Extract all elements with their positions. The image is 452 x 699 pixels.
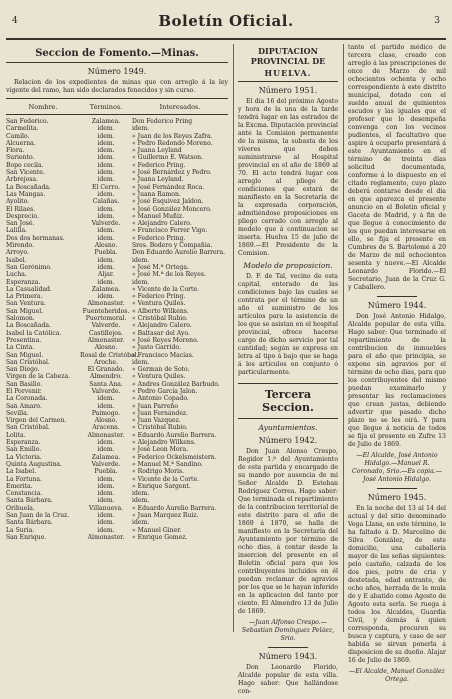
mine-term: idem. xyxy=(97,293,115,301)
mine-name: Presentina. xyxy=(6,336,42,344)
mine-term: Valverde. xyxy=(91,387,121,395)
newspaper-page xyxy=(6,6,446,695)
mine-name: Las Mangas. xyxy=(6,190,46,198)
table-row xyxy=(6,381,228,388)
table-row xyxy=(6,206,228,213)
table-row xyxy=(6,264,228,271)
mine-name: Virgen del Carmen. xyxy=(6,417,67,425)
notice-number: Número 1951. xyxy=(258,86,318,95)
mine-name: San Miguel. xyxy=(6,307,44,315)
mine-term: idem. xyxy=(97,395,115,403)
table-row xyxy=(6,162,228,169)
mine-term: Puebla. xyxy=(94,249,118,257)
table-row xyxy=(6,286,228,293)
table-row xyxy=(6,373,228,380)
mine-interested: « Juana Leyland. xyxy=(132,176,184,184)
mine-interested: « José González Moncero. xyxy=(132,205,212,213)
mine-interested: « Pedro Redondo Moreno. xyxy=(132,139,213,147)
model-title: Modelo de proposicion. xyxy=(243,261,333,270)
table-row xyxy=(6,147,228,154)
mine-term: Almonaster. xyxy=(87,300,125,308)
mine-interested: « Federico Pring. xyxy=(132,234,186,242)
mine-interested: Don Federico Pring xyxy=(132,118,193,125)
section-title: Tercera Seccion. xyxy=(238,383,338,419)
mine-term: idem. xyxy=(97,176,115,184)
table-row xyxy=(6,461,228,468)
table-row xyxy=(6,476,228,483)
mine-interested: « Federico Pring. xyxy=(132,293,186,301)
mine-name: La Suria. xyxy=(6,526,35,534)
mine-term: Zalamea. xyxy=(91,118,121,125)
mine-term: idem. xyxy=(97,512,115,520)
mine-interested: idem. xyxy=(132,519,150,527)
table-row xyxy=(6,257,228,264)
mine-table xyxy=(6,118,228,541)
mine-interested: idem. xyxy=(132,278,150,286)
mine-term: Almonaster. xyxy=(87,336,125,344)
mine-interested: « José M.ª Ortega. xyxy=(132,263,189,271)
mine-interested: idem. xyxy=(132,125,150,133)
table-row xyxy=(6,220,228,227)
mine-interested: idem. xyxy=(132,256,150,264)
mine-interested: « Juan de los Reyes Zafra. xyxy=(132,132,213,140)
mine-term: idem. xyxy=(97,227,115,235)
mine-term: Aroche. xyxy=(94,358,118,366)
table-row xyxy=(6,410,228,417)
header-terms: Términos. xyxy=(89,103,123,111)
mine-name: Salomon. xyxy=(6,315,35,323)
mine-name: La Boscañada. xyxy=(6,322,51,330)
mine-name: Isabel. xyxy=(6,256,27,264)
divider xyxy=(6,114,228,115)
mine-name: San Basilio. xyxy=(6,380,43,388)
table-row xyxy=(6,344,228,351)
divider xyxy=(377,296,417,297)
mine-term: Aracena. xyxy=(92,424,120,432)
mine-term: Zalamea. xyxy=(91,285,121,293)
table-row xyxy=(6,352,228,359)
mine-term: idem. xyxy=(97,154,115,162)
mine-interested: « José Bernárdez y Pedro. xyxy=(132,169,212,177)
table-row xyxy=(6,300,228,307)
mine-term: Alosno. xyxy=(94,242,118,250)
notice-signature: —El Alcalde, Manuel González Ortega. xyxy=(349,668,445,683)
mine-name: San Enrique. xyxy=(6,533,47,541)
column-ayuntamientos xyxy=(348,44,446,687)
table-row xyxy=(6,454,228,461)
section-title: Seccion de Fomento.—Minas. xyxy=(35,48,199,59)
mine-term: Puertomoral. xyxy=(85,315,127,323)
mine-term: idem. xyxy=(97,234,115,242)
table-row xyxy=(6,154,228,161)
mine-interested: « Juan Parreño xyxy=(132,402,179,410)
mine-interested: idem. xyxy=(132,497,150,505)
mine-term: idem. xyxy=(97,147,115,155)
table-row xyxy=(6,424,228,431)
column-divider xyxy=(233,44,234,632)
mine-term: Valverde. xyxy=(91,322,121,330)
subsection-title: Ayuntamientos. xyxy=(258,423,318,432)
mine-interested: idem. xyxy=(132,358,150,366)
mine-name: La Isabel. xyxy=(6,468,37,476)
mine-interested: « Enrique Sargent. xyxy=(132,482,191,490)
mine-name: Esperanza. xyxy=(6,439,41,447)
mine-term: Valverde. xyxy=(91,220,121,228)
notice-signature: —Juan Alfonso Crespo.—Sebastian Domínguez Peláez, Srio. xyxy=(241,619,335,642)
column-diputacion xyxy=(238,44,338,699)
mine-term: idem. xyxy=(97,190,115,198)
mine-name: Arbrejosa. xyxy=(6,176,38,184)
table-row xyxy=(6,125,228,132)
mine-interested: « Cristóbal Rubio. xyxy=(132,315,188,323)
mine-interested: « Alejandro Wilkens. xyxy=(132,439,196,447)
mine-name: San Federico. xyxy=(6,118,49,125)
mine-interested: « German de Soto. xyxy=(132,366,190,374)
mine-name: Suriento. xyxy=(6,154,35,162)
notice-body: En la noche del 13 al 14 del actual y del sitio denominado Vega Llana, en este término, le ha faltado á D. Marcelino de Silva González, de este domicilio, una caballería mayor de las señas siguientes: pelo castaño, calzada de los dos pies, potro de cria y destetada, edad entrante, de ocho años, herrada de la mula de y E abatido como Agosto de Agosto esta serla. Se ruega á todos los Alcaldes, Guardia Civil, y demás á quien corresponda, procuren su busca y captura, y caso de ser habida se sirvan ponerla á disposicion de su dueño. Alajar 16 de Julio de 1869. xyxy=(348,505,446,664)
mine-name: San Cristóbal. xyxy=(6,358,50,366)
mine-name: San José. xyxy=(6,220,35,228)
mine-term: Aljar. xyxy=(97,271,115,279)
table-row xyxy=(6,337,228,344)
table-row xyxy=(6,395,228,402)
table-row xyxy=(6,519,228,526)
mine-name: La Primera. xyxy=(6,293,43,301)
mine-name: La Coronada. xyxy=(6,395,48,403)
mine-interested: « José Reyes Moreno. xyxy=(132,336,199,344)
mine-name: San Diego. xyxy=(6,366,40,374)
mine-name: Carmelita. xyxy=(6,125,39,133)
mine-term: Fuenteheridos. xyxy=(82,307,130,315)
mine-term: Santa Ana. xyxy=(89,380,123,388)
mine-term: El Cerro. xyxy=(92,183,120,191)
mine-name: Orihuela. xyxy=(6,504,35,512)
mine-name: Alcuerna. xyxy=(6,139,36,147)
mine-term: Rosal de Cristóbal. xyxy=(80,351,139,359)
mine-interested: « Cristóbal Rubio. xyxy=(132,424,188,432)
divider xyxy=(268,647,308,648)
mine-term: idem. xyxy=(97,263,115,271)
mine-interested: « José Fernández Roca. xyxy=(132,183,205,191)
notice-intro: Relacion de los expedientes de minas que con arreglo á la ley vigente del ramo, han sido declarados fenecidos y sin curso. xyxy=(6,79,228,94)
mine-term: Alosno. xyxy=(94,417,118,425)
mine-term: idem. xyxy=(97,161,115,169)
mine-interested: « Ventura Quiles. xyxy=(132,300,186,308)
mine-interested: « Francisco Macías. xyxy=(132,351,194,359)
masthead xyxy=(6,6,446,40)
notice-number: Número 1943. xyxy=(258,652,318,661)
mine-name: La Cinta. xyxy=(6,344,35,352)
mine-interested: Don Eduardo Aurelio Barrera. xyxy=(132,249,226,257)
table-row xyxy=(6,403,228,410)
mine-term: idem. xyxy=(97,139,115,147)
mine-interested: « Alberto Wilkens. xyxy=(132,307,189,315)
mine-interested: « Manuel Muñiz. xyxy=(132,212,185,220)
table-row xyxy=(6,330,228,337)
divider xyxy=(238,81,338,82)
divider xyxy=(377,488,417,489)
table-row xyxy=(6,534,228,541)
diputacion-place: HUELVA. xyxy=(264,68,312,78)
mine-interested: « Manuel M.ª Sandino. xyxy=(132,460,203,468)
table-row xyxy=(6,118,228,125)
mine-term: Villanueva. xyxy=(88,504,124,512)
notice-number: Número 1942. xyxy=(258,436,318,445)
mine-interested: « Justo Garrido. xyxy=(132,344,181,352)
mine-interested: « Enrique Gomez. xyxy=(132,533,188,541)
mine-name: Lalilla. xyxy=(6,227,28,235)
notice-body: Don Juan Alonso Crespo, Regidor 1.º del Ayuntamiento de esta partida y encargado de su mando por ausencia de mi Señor Alcalde D. Esteban Rodríguez Correa. Hago saber: Que terminada el repartimiento de la contribucion territorial de este distrito para el año de 1869 á 1870, se halla de manifiesto en la Secretaría del Ayuntamiento por término de ocho dias, á contar desde la insercion del presente en el Boletin oficial para que los contribuyentes incluidos en él puedan reclamar de agravios por los que se le hayan inferido en la aplicacion del tanto por ciento. El Almendro 13 de Julio de 1869. xyxy=(238,448,338,615)
notice-signature: —El Alcalde, José Antonio Hidalgo.—Manuel R. Coronado, Srio.—Es copia.—José Antonio Hidalgo. xyxy=(351,452,442,483)
table-row xyxy=(6,271,228,278)
table-row xyxy=(6,315,228,322)
mine-interested: « Manuel Giner. xyxy=(132,526,182,534)
mine-name: Emerita. xyxy=(6,482,33,490)
table-row xyxy=(6,497,228,504)
mine-name: La Fortuna. xyxy=(6,475,42,483)
table-row xyxy=(6,512,228,519)
mine-name: San Amaro. xyxy=(6,402,42,410)
table-row xyxy=(6,308,228,315)
table-row xyxy=(6,242,228,249)
mine-name: Lucha. xyxy=(6,271,27,279)
divider xyxy=(6,98,228,99)
mine-name: La Casualidad. xyxy=(6,285,52,293)
mine-term: El Granado. xyxy=(87,366,125,374)
table-row xyxy=(6,483,228,490)
mine-name: San Miguel. xyxy=(6,351,44,359)
mine-term: Alosno. xyxy=(94,344,118,352)
table-row xyxy=(6,133,228,140)
mine-interested: « Pedro García Jalon. xyxy=(132,387,198,395)
table-row xyxy=(6,322,228,329)
mine-term: Castillejos. xyxy=(89,329,123,337)
mine-interested: « Vicente de la Corte. xyxy=(132,475,200,483)
notice-number: Número 1945. xyxy=(367,493,427,502)
table-row xyxy=(6,359,228,366)
mine-interested: « Federico Pring. xyxy=(132,161,186,169)
mine-interested: « Guillermo E. Watson. xyxy=(132,154,204,162)
mine-term: idem. xyxy=(97,278,115,286)
mine-name: Quinta Augustina. xyxy=(6,460,62,468)
mine-name: Arroyo. xyxy=(6,249,29,257)
table-row xyxy=(6,140,228,147)
mine-interested: « Juan Marquez Ruiz. xyxy=(132,512,199,520)
mine-interested: « Juana Ramon. xyxy=(132,190,181,198)
mine-name: Isabel la Católica. xyxy=(6,329,62,337)
mine-name: Virgen de la Cabeza. xyxy=(6,373,71,381)
mine-term: idem. xyxy=(97,402,115,410)
table-row xyxy=(6,527,228,534)
mine-interested: « Alejandro Calero. xyxy=(132,220,192,228)
diputacion-heading: DIPUTACION PROVINCIAL DE xyxy=(250,46,326,66)
mine-interested: « Juana Leyland xyxy=(132,147,182,155)
table-row xyxy=(6,191,228,198)
mine-interested: « Eduardo Aurelio Barrera. xyxy=(132,504,217,512)
header-interested: Interesados. xyxy=(159,103,201,111)
mine-interested: Sres. Bodero y Compañia. xyxy=(132,242,213,250)
mine-interested: « Alejandro Calero. xyxy=(132,322,192,330)
mine-name: Esperanza. xyxy=(6,278,41,286)
mine-interested: « Eduardo Aurelio Barrera. xyxy=(132,431,217,439)
mine-term: idem. xyxy=(97,125,115,133)
mine-term: idem. xyxy=(97,205,115,213)
mine-term: idem. xyxy=(97,439,115,447)
table-row xyxy=(6,446,228,453)
mine-name: Camilo. xyxy=(6,132,30,140)
model-body: D. F. de Tal, vecino de esta capital, enterado de las condiciones bajo las cuales se contrata por el término de un año el suministro de los artículos para la asistencia de los que se asistan en el hospital provincial, ofrece hacerse cargo de dicho servicio por tal cantidad; según se expresa en letra al tipo á bajo que se haga á los artículos en conjunto ó particularmente. xyxy=(238,273,338,376)
mine-interested: « Baltasar del Ayo. xyxy=(132,329,190,337)
mine-interested: « Rodrigo Moris. xyxy=(132,468,185,476)
table-row xyxy=(6,490,228,497)
mine-name: San Cristóbal. xyxy=(6,424,50,432)
notice-body: tante el partido médico de tercera clase, creado con arreglo á las prescripciones de once de Marzo de mil ochocientos ochenta y ocho correspondiente á este distrito municipal, dotado con el sueldo anual de quinientos escudos y las iguales que el profesor que lo desempeña convenga con los vecinos pudientes, el facultativo que aspire á ocuparlo presentará á este Ayuntamiento en el término de treinta dias solicitud documentada, conforme á lo dispuesto en el citado reglamento, cuyo plazo deberá contarse desde el dia en que aparezca el presente anuncio en el Boletin oficial y Gaceta de Madrid, y á fin de que llegue á conocimiento de los que puedan interesarse en ello, se fija el presente en Cumbres de S. Bartolomé á 20 de Marzo de mil ochocientos sesenta y nueve.—El Alcalde Leonardo Florido.—El Secretario, Juan de la Cruz G. y Caballero. xyxy=(348,44,446,291)
mine-name: Dos dos hermanas. xyxy=(6,234,65,242)
mine-term: idem. xyxy=(97,497,115,505)
mine-term: idem. xyxy=(97,519,115,527)
page-title: Boletín Oficial. xyxy=(158,12,294,30)
mine-interested: « Ventura Quiles. xyxy=(132,373,186,381)
notice-body: Don Leonardo Florido, Alcalde popular de esta villa. Hago saber: Que hallándose con- xyxy=(238,664,338,695)
mine-name: El Rilaes. xyxy=(6,205,36,213)
mine-interested: « Juan Vazquez. xyxy=(132,417,181,425)
mine-name: Constancia. xyxy=(6,490,43,498)
mine-interested: « Francisco Ferrer Vigo. xyxy=(132,227,208,235)
table-row xyxy=(6,388,228,395)
table-row xyxy=(6,235,228,242)
mine-term: idem. xyxy=(97,490,115,498)
mine-term: Almendro. xyxy=(90,373,122,381)
table-row xyxy=(6,213,228,220)
mine-term: idem. xyxy=(97,482,115,490)
notice-body: Don José Antonio Hidalgo, Alcalde popular de esta villa. Hago saber: Que terminado el repartimiento de la contribucion de inmuebles para el año que principia, se expone sin agravios por el término de ocho dias, para que los contribuyentes del mismo puedan examinarlo y presentar las reclamaciones que crean justas, debiendo advertir que pasado dicho plazo no se les oirá. Y para que llegue á noticia de todos se fija el presente en Zufre 13 de Julio de 1869. xyxy=(348,313,446,448)
mine-interested: « Juan Fernández. xyxy=(132,409,189,417)
table-row xyxy=(6,417,228,424)
table-row xyxy=(6,293,228,300)
mine-name: La Boscañada. xyxy=(6,183,51,191)
mine-interested: « Vicente de la Corte. xyxy=(132,285,200,293)
mine-term: Almonaster. xyxy=(87,533,125,541)
mine-name: Ayolito. xyxy=(6,198,30,206)
mine-interested: « Andres González Barbudo. xyxy=(132,380,220,388)
mine-term: idem. xyxy=(97,132,115,140)
table-row xyxy=(6,439,228,446)
table-row xyxy=(6,176,228,183)
mine-name: Desprecio. xyxy=(6,212,39,220)
mine-term: idem. xyxy=(97,169,115,177)
mine-term: idem. xyxy=(97,446,115,454)
mine-name: San Gerónimo. xyxy=(6,263,52,271)
table-row xyxy=(6,169,228,176)
table-header xyxy=(6,103,228,111)
mine-name: Santa Bárbara. xyxy=(6,497,53,505)
table-row xyxy=(6,468,228,475)
mine-interested: « José Esquivez Jaldon. xyxy=(132,198,204,206)
mine-term: idem. xyxy=(97,256,115,264)
mine-term: idem. xyxy=(97,212,115,220)
mine-interested: « Antonio Copado. xyxy=(132,395,189,403)
mine-interested: idem. xyxy=(132,490,150,498)
mine-term: idem. xyxy=(97,526,115,534)
mine-name: Sevilla. xyxy=(6,409,29,417)
divider xyxy=(6,62,228,63)
mine-term: Paimogo. xyxy=(91,409,121,417)
table-row xyxy=(6,184,228,191)
mine-name: Bopo cecila. xyxy=(6,161,44,169)
mine-name: Lolita. xyxy=(6,431,26,439)
table-row xyxy=(6,249,228,256)
notice-body: El dia 16 del próximo Agosto y hora de la una de la tarde tendrá lugar en las estrados de la Excma. Diputación provincial ante la Comision permanente de la misma, la subasta de los víveres que deben suministrarse al Hospital provincial en el año de 1869 al 70. El acto tendrá lugar con arreglo al pliego de condiciones que estará de manifiesto en la Secretaría de la expresada corporación, admitiéndose proposiciones en pliego cerrado con arreglo al modelo que á continuacion se inserta. Huelva 15 de julio de 1869.—El Presidente de la Comision. xyxy=(238,98,338,257)
mine-name: Mirendo. xyxy=(6,242,35,250)
mine-term: Valverde. xyxy=(91,460,121,468)
column-divider xyxy=(343,44,344,632)
page-number-right: 3 xyxy=(434,16,440,26)
column-mines xyxy=(6,44,228,541)
mine-name: Santa Bárbara. xyxy=(6,519,53,527)
mine-name: Flora. xyxy=(6,147,25,155)
mine-term: Almonaster. xyxy=(87,431,125,439)
mine-name: San Juan de la Cruz. xyxy=(6,512,70,520)
mine-name: San Ventura. xyxy=(6,300,46,308)
table-row xyxy=(6,279,228,286)
mine-interested: « José Leon Mora. xyxy=(132,446,189,454)
mine-term: Zalamea. xyxy=(91,453,121,461)
mine-name: El Porvenir. xyxy=(6,387,42,395)
mine-interested: « José M.ª de los Reyes. xyxy=(132,271,206,279)
table-row xyxy=(6,366,228,373)
mine-term: idem. xyxy=(97,475,115,483)
mine-interested: « Federico Ockelsmeistern. xyxy=(132,453,217,461)
header-name: Nombre. xyxy=(28,103,58,111)
notice-number: Número 1944. xyxy=(367,301,427,310)
mine-name: La Victoria. xyxy=(6,453,42,461)
table-row xyxy=(6,505,228,512)
table-row xyxy=(6,227,228,234)
table-row xyxy=(6,432,228,439)
mine-term: Calañas. xyxy=(92,198,120,206)
page-number-left: 4 xyxy=(12,16,18,26)
mine-name: San Emilio. xyxy=(6,446,42,454)
mine-name: San Vicente. xyxy=(6,169,45,177)
table-row xyxy=(6,198,228,205)
mine-term: Puebla. xyxy=(94,468,118,476)
notice-number: Número 1949. xyxy=(87,67,147,76)
